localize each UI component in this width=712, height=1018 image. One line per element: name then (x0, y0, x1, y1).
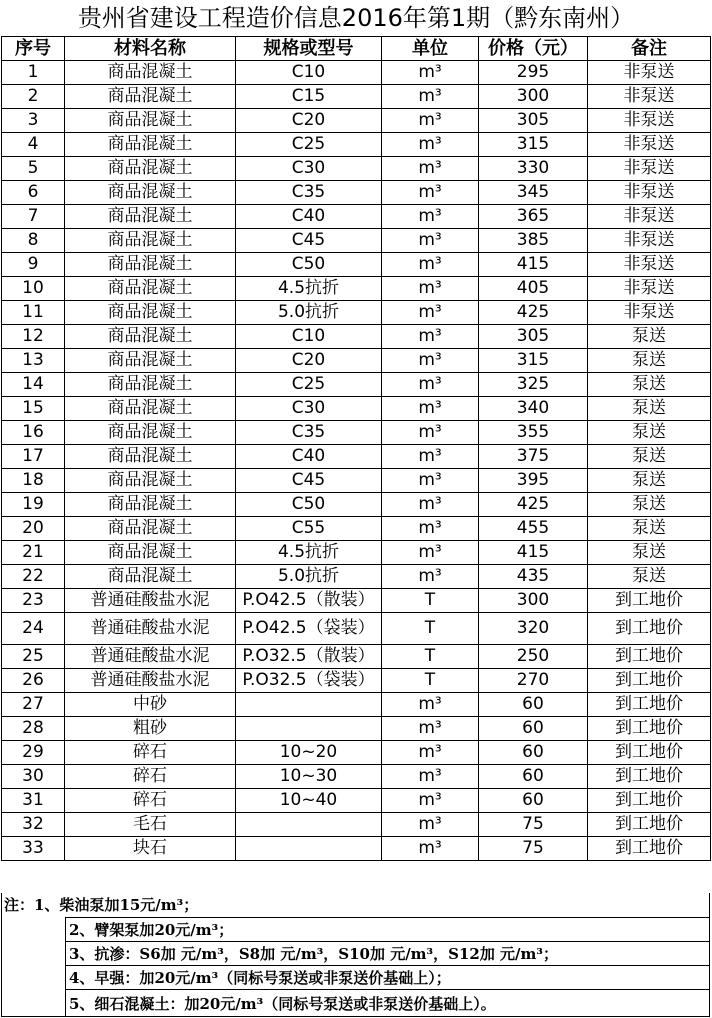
cell-unit: m³ (382, 133, 479, 157)
cell-index: 31 (2, 789, 65, 813)
cell-material-name: 商品混凝土 (65, 133, 236, 157)
cell-index: 29 (2, 741, 65, 765)
cell-spec: 10~30 (236, 765, 382, 789)
notes-section (1, 893, 710, 1017)
cell-unit: m³ (382, 517, 479, 541)
cell-index: 22 (2, 565, 65, 589)
table-row (2, 133, 711, 157)
table-row (2, 229, 711, 253)
cell-material-name: 商品混凝土 (65, 445, 236, 469)
cell-unit: m³ (382, 717, 479, 741)
cell-unit: m³ (382, 541, 479, 565)
cell-price: 75 (479, 813, 588, 837)
cell-index: 17 (2, 445, 65, 469)
cell-remark: 非泵送 (588, 157, 711, 181)
cell-spec: P.O42.5（袋装） (236, 613, 382, 645)
cell-remark: 到工地价 (588, 813, 711, 837)
cell-remark: 非泵送 (588, 205, 711, 229)
cell-price: 60 (479, 693, 588, 717)
cell-material-name: 商品混凝土 (65, 205, 236, 229)
header-spec: 规格或型号 (236, 37, 382, 61)
cell-price: 60 (479, 741, 588, 765)
cell-spec: C15 (236, 85, 382, 109)
cell-spec: C45 (236, 469, 382, 493)
table-row (2, 445, 711, 469)
cell-unit: m³ (382, 157, 479, 181)
cell-remark: 到工地价 (588, 693, 711, 717)
cell-unit: m³ (382, 493, 479, 517)
cell-index: 8 (2, 229, 65, 253)
cell-index: 3 (2, 109, 65, 133)
cell-spec (236, 693, 382, 717)
cell-index: 15 (2, 397, 65, 421)
cell-unit: m³ (382, 325, 479, 349)
header-material-name: 材料名称 (65, 37, 236, 61)
cell-material-name: 商品混凝土 (65, 301, 236, 325)
table-row (2, 469, 711, 493)
cell-price: 60 (479, 765, 588, 789)
cell-index: 9 (2, 253, 65, 277)
cell-spec: P.O32.5（散装） (236, 645, 382, 669)
cell-price: 315 (479, 349, 588, 373)
cell-index: 4 (2, 133, 65, 157)
cell-spec: C40 (236, 205, 382, 229)
table-row (2, 693, 711, 717)
cell-unit: m³ (382, 349, 479, 373)
note-2: 2、臂架泵加20元/m³； (65, 917, 710, 941)
table-row (2, 717, 711, 741)
cell-price: 395 (479, 469, 588, 493)
table-row (2, 813, 711, 837)
cell-remark: 非泵送 (588, 253, 711, 277)
cell-remark: 非泵送 (588, 181, 711, 205)
table-row (2, 157, 711, 181)
price-table (1, 36, 711, 861)
cell-spec: C30 (236, 157, 382, 181)
cell-unit: m³ (382, 765, 479, 789)
cell-material-name: 普通硅酸盐水泥 (65, 645, 236, 669)
cell-material-name: 普通硅酸盐水泥 (65, 613, 236, 645)
table-row (2, 253, 711, 277)
cell-price: 435 (479, 565, 588, 589)
cell-material-name: 碎石 (65, 789, 236, 813)
cell-unit: m³ (382, 693, 479, 717)
cell-spec (236, 717, 382, 741)
cell-unit: m³ (382, 61, 479, 85)
cell-unit: m³ (382, 181, 479, 205)
cell-material-name: 商品混凝土 (65, 373, 236, 397)
cell-remark: 泵送 (588, 349, 711, 373)
header-unit: 单位 (382, 37, 479, 61)
cell-material-name: 商品混凝土 (65, 181, 236, 205)
cell-remark: 非泵送 (588, 229, 711, 253)
cell-remark: 泵送 (588, 469, 711, 493)
cell-material-name: 商品混凝土 (65, 349, 236, 373)
cell-material-name: 商品混凝土 (65, 229, 236, 253)
cell-material-name: 商品混凝土 (65, 541, 236, 565)
cell-spec: P.O42.5（散装） (236, 589, 382, 613)
cell-material-name: 普通硅酸盐水泥 (65, 589, 236, 613)
table-row (2, 61, 711, 85)
cell-index: 27 (2, 693, 65, 717)
cell-price: 325 (479, 373, 588, 397)
table-row (2, 789, 711, 813)
cell-unit: m³ (382, 565, 479, 589)
cell-spec: C30 (236, 397, 382, 421)
table-row (2, 109, 711, 133)
cell-unit: m³ (382, 301, 479, 325)
table-row (2, 613, 711, 645)
cell-spec: C35 (236, 421, 382, 445)
cell-price: 385 (479, 229, 588, 253)
cell-spec: C50 (236, 493, 382, 517)
cell-spec: C40 (236, 445, 382, 469)
cell-index: 2 (2, 85, 65, 109)
cell-price: 315 (479, 133, 588, 157)
cell-spec: C50 (236, 253, 382, 277)
page-title: 贵州省建设工程造价信息2016年第1期（黔东南州） (77, 4, 635, 32)
cell-index: 11 (2, 301, 65, 325)
cell-unit: m³ (382, 85, 479, 109)
cell-unit: m³ (382, 109, 479, 133)
cell-remark: 非泵送 (588, 277, 711, 301)
cell-remark: 泵送 (588, 493, 711, 517)
cell-unit: m³ (382, 253, 479, 277)
cell-index: 33 (2, 837, 65, 861)
table-row (2, 397, 711, 421)
cell-material-name: 商品混凝土 (65, 85, 236, 109)
cell-unit: m³ (382, 813, 479, 837)
table-row (2, 349, 711, 373)
cell-index: 1 (2, 61, 65, 85)
table-row (2, 669, 711, 693)
cell-remark: 泵送 (588, 445, 711, 469)
cell-price: 300 (479, 589, 588, 613)
cell-material-name: 商品混凝土 (65, 397, 236, 421)
cell-spec: C20 (236, 349, 382, 373)
cell-price: 60 (479, 789, 588, 813)
table-row (2, 205, 711, 229)
cell-index: 14 (2, 373, 65, 397)
cell-remark: 到工地价 (588, 645, 711, 669)
cell-price: 60 (479, 717, 588, 741)
cell-unit: m³ (382, 789, 479, 813)
cell-remark: 非泵送 (588, 301, 711, 325)
note-5: 5、细石混凝土：加20元/m³（同标号泵送或非泵送价基础上）。 (65, 989, 710, 1017)
cell-spec: 10~20 (236, 741, 382, 765)
header-remark: 备注 (588, 37, 711, 61)
table-row (2, 837, 711, 861)
cell-spec: C10 (236, 325, 382, 349)
cell-unit: m³ (382, 445, 479, 469)
cell-spec: C25 (236, 373, 382, 397)
cell-index: 12 (2, 325, 65, 349)
cell-spec: C10 (236, 61, 382, 85)
cell-unit: m³ (382, 837, 479, 861)
cell-remark: 非泵送 (588, 61, 711, 85)
cell-unit: T (382, 589, 479, 613)
cell-index: 10 (2, 277, 65, 301)
cell-material-name: 块石 (65, 837, 236, 861)
cell-price: 365 (479, 205, 588, 229)
table-row (2, 373, 711, 397)
cell-material-name: 商品混凝土 (65, 277, 236, 301)
cell-unit: m³ (382, 205, 479, 229)
table-row (2, 181, 711, 205)
cell-index: 7 (2, 205, 65, 229)
cell-remark: 非泵送 (588, 109, 711, 133)
cell-spec: C20 (236, 109, 382, 133)
cell-price: 295 (479, 61, 588, 85)
cell-spec: C35 (236, 181, 382, 205)
cell-price: 320 (479, 613, 588, 645)
note-1: 注：1、柴油泵加15元/m³； (4, 896, 199, 914)
cell-index: 24 (2, 613, 65, 645)
cell-price: 375 (479, 445, 588, 469)
cell-remark: 泵送 (588, 541, 711, 565)
cell-remark: 到工地价 (588, 717, 711, 741)
header-price: 价格（元） (479, 37, 588, 61)
cell-price: 270 (479, 669, 588, 693)
table-row (2, 517, 711, 541)
cell-spec: C55 (236, 517, 382, 541)
cell-remark: 到工地价 (588, 613, 711, 645)
table-row (2, 589, 711, 613)
cell-spec: P.O32.5（袋装） (236, 669, 382, 693)
cell-index: 30 (2, 765, 65, 789)
cell-unit: T (382, 645, 479, 669)
cell-index: 19 (2, 493, 65, 517)
cell-unit: T (382, 613, 479, 645)
cell-price: 425 (479, 301, 588, 325)
table-row (2, 421, 711, 445)
cell-spec: 10~40 (236, 789, 382, 813)
cell-price: 355 (479, 421, 588, 445)
cell-unit: m³ (382, 277, 479, 301)
cell-price: 305 (479, 109, 588, 133)
cell-material-name: 碎石 (65, 741, 236, 765)
cell-material-name: 商品混凝土 (65, 325, 236, 349)
cell-price: 425 (479, 493, 588, 517)
cell-material-name: 中砂 (65, 693, 236, 717)
cell-remark: 到工地价 (588, 589, 711, 613)
cell-spec: C45 (236, 229, 382, 253)
table-row (2, 645, 711, 669)
cell-unit: m³ (382, 469, 479, 493)
table-row (2, 541, 711, 565)
note-3: 3、抗渗：S6加 元/m³，S8加 元/m³，S10加 元/m³，S12加 元/m³； (65, 941, 710, 965)
cell-remark: 非泵送 (588, 133, 711, 157)
cell-unit: m³ (382, 421, 479, 445)
cell-spec (236, 837, 382, 861)
cell-price: 75 (479, 837, 588, 861)
cell-price: 305 (479, 325, 588, 349)
cell-index: 20 (2, 517, 65, 541)
table-row (2, 325, 711, 349)
cell-price: 415 (479, 253, 588, 277)
cell-remark: 到工地价 (588, 669, 711, 693)
table-row (2, 277, 711, 301)
cell-remark: 到工地价 (588, 741, 711, 765)
cell-index: 5 (2, 157, 65, 181)
table-row (2, 85, 711, 109)
table-header-row (2, 37, 711, 61)
cell-index: 26 (2, 669, 65, 693)
cell-material-name: 粗砂 (65, 717, 236, 741)
cell-remark: 泵送 (588, 373, 711, 397)
cell-remark: 泵送 (588, 325, 711, 349)
cell-material-name: 毛石 (65, 813, 236, 837)
cell-material-name: 商品混凝土 (65, 61, 236, 85)
cell-price: 250 (479, 645, 588, 669)
cell-index: 23 (2, 589, 65, 613)
cell-unit: m³ (382, 373, 479, 397)
cell-index: 13 (2, 349, 65, 373)
cell-price: 455 (479, 517, 588, 541)
cell-remark: 到工地价 (588, 837, 711, 861)
cell-unit: m³ (382, 229, 479, 253)
cell-index: 6 (2, 181, 65, 205)
cell-spec: C25 (236, 133, 382, 157)
cell-spec: 4.5抗折 (236, 277, 382, 301)
cell-spec: 4.5抗折 (236, 541, 382, 565)
cell-index: 28 (2, 717, 65, 741)
cell-material-name: 商品混凝土 (65, 109, 236, 133)
cell-remark: 泵送 (588, 397, 711, 421)
table-row (2, 565, 711, 589)
cell-index: 32 (2, 813, 65, 837)
cell-material-name: 商品混凝土 (65, 253, 236, 277)
table-row (2, 765, 711, 789)
cell-unit: m³ (382, 741, 479, 765)
cell-price: 405 (479, 277, 588, 301)
cell-index: 16 (2, 421, 65, 445)
cell-unit: m³ (382, 397, 479, 421)
cell-material-name: 商品混凝土 (65, 565, 236, 589)
cell-price: 330 (479, 157, 588, 181)
cell-price: 345 (479, 181, 588, 205)
cell-price: 415 (479, 541, 588, 565)
table-row (2, 741, 711, 765)
cell-material-name: 商品混凝土 (65, 493, 236, 517)
cell-material-name: 商品混凝土 (65, 517, 236, 541)
cell-material-name: 普通硅酸盐水泥 (65, 669, 236, 693)
cell-spec: 5.0抗折 (236, 565, 382, 589)
header-index: 序号 (2, 37, 65, 61)
table-row (2, 301, 711, 325)
cell-index: 25 (2, 645, 65, 669)
cell-spec: 5.0抗折 (236, 301, 382, 325)
cell-remark: 到工地价 (588, 765, 711, 789)
cell-material-name: 商品混凝土 (65, 157, 236, 181)
table-row (2, 493, 711, 517)
cell-remark: 非泵送 (588, 85, 711, 109)
cell-index: 18 (2, 469, 65, 493)
note-4: 4、早强：加20元/m³（同标号泵送或非泵送价基础上）； (65, 965, 710, 989)
cell-material-name: 碎石 (65, 765, 236, 789)
cell-material-name: 商品混凝土 (65, 421, 236, 445)
cell-remark: 泵送 (588, 421, 711, 445)
cell-price: 300 (479, 85, 588, 109)
cell-material-name: 商品混凝土 (65, 469, 236, 493)
cell-index: 21 (2, 541, 65, 565)
cell-remark: 泵送 (588, 517, 711, 541)
cell-unit: T (382, 669, 479, 693)
cell-remark: 到工地价 (588, 789, 711, 813)
cell-price: 340 (479, 397, 588, 421)
cell-remark: 泵送 (588, 565, 711, 589)
cell-spec (236, 813, 382, 837)
